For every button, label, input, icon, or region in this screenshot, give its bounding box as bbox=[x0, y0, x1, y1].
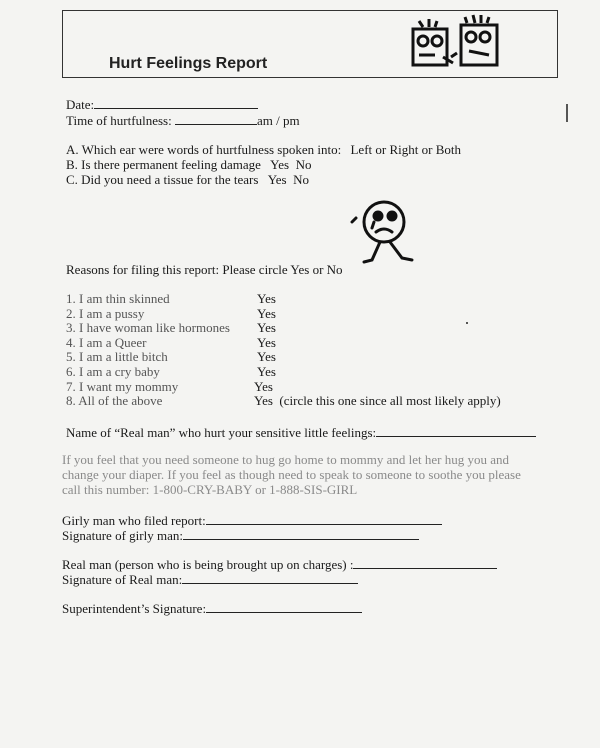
reason-item bbox=[66, 306, 526, 321]
question-options[interactable]: Yes No bbox=[267, 172, 309, 187]
notice-line-2: change your diaper. If you feel as though need to speak to someone to soothe you please bbox=[62, 467, 521, 482]
question-text: A. Which ear were words of hurtfulness spoken into: bbox=[66, 142, 342, 157]
notice-line-3: call this number: 1-800-CRY-BABY or 1-888-SIS-GIRL bbox=[62, 482, 358, 497]
reason-answer[interactable]: Yes bbox=[257, 305, 276, 321]
page-title: Hurt Feelings Report bbox=[109, 55, 268, 72]
reason-answer[interactable]: Yes bbox=[257, 349, 276, 365]
filed-by-label: Girly man who filed report: bbox=[62, 513, 206, 528]
superintendent-line[interactable] bbox=[206, 600, 362, 613]
reason-item bbox=[66, 349, 526, 364]
reason-label: 6. I am a cry baby bbox=[66, 364, 160, 379]
reason-label: 3. I have woman like hormones bbox=[66, 320, 230, 336]
date-field bbox=[66, 96, 258, 112]
girly-signature-label: Signature of girly man: bbox=[62, 528, 183, 543]
title-box bbox=[62, 10, 558, 78]
reason-answer[interactable]: Yes bbox=[257, 364, 276, 379]
date-line[interactable] bbox=[94, 96, 258, 109]
question-a bbox=[66, 142, 461, 157]
reason-item bbox=[66, 379, 526, 394]
real-man-name-label: Name of “Real man” who hurt your sensitive little feelings: bbox=[66, 425, 377, 440]
superintendent-label: Superintendent’s Signature: bbox=[62, 601, 207, 616]
reasons-heading: Reasons for filing this report: Please circle Yes or No bbox=[66, 262, 343, 277]
real-man-label: Real man (person who is being brought up on charges) : bbox=[62, 557, 354, 572]
real-man-line[interactable] bbox=[353, 556, 497, 569]
crying-stick-figure-icon bbox=[350, 196, 430, 276]
girly-signature-field bbox=[62, 527, 419, 543]
real-man-name-line[interactable] bbox=[376, 424, 536, 437]
question-b bbox=[66, 157, 311, 172]
superintendent-field bbox=[62, 600, 362, 616]
am-pm-label: am / pm bbox=[256, 113, 300, 128]
girly-signature-line[interactable] bbox=[183, 527, 419, 540]
date-label: Date: bbox=[66, 97, 95, 112]
reason-label: 8. All of the above bbox=[66, 393, 163, 409]
question-options[interactable]: Yes No bbox=[270, 157, 312, 172]
filed-by-field bbox=[62, 512, 442, 528]
reason-label: 1. I am thin skinned bbox=[66, 291, 170, 306]
real-man-name-field bbox=[66, 424, 536, 440]
question-options[interactable]: Left or Right or Both bbox=[350, 142, 461, 157]
time-label: Time of hurtfulness: bbox=[66, 113, 172, 128]
reason-item bbox=[66, 291, 526, 306]
time-line[interactable] bbox=[175, 112, 257, 125]
real-man-field bbox=[62, 556, 497, 572]
reason-label: 2. I am a pussy bbox=[66, 305, 145, 321]
reason-item bbox=[66, 393, 526, 408]
reason-answer[interactable]: Yes bbox=[257, 320, 276, 336]
reason-item bbox=[66, 364, 526, 379]
scan-speck bbox=[566, 104, 568, 122]
reason-item bbox=[66, 320, 526, 335]
notice-line-1: If you feel that you need someone to hug go home to mommy and let her hug you and bbox=[62, 452, 509, 467]
real-signature-line[interactable] bbox=[182, 571, 358, 584]
question-text: C. Did you need a tissue for the tears bbox=[66, 172, 259, 187]
reason-label: 7. I want my mommy bbox=[66, 378, 179, 394]
reason-label: 4. I am a Queer bbox=[66, 334, 147, 350]
scan-speck bbox=[466, 322, 468, 324]
reason-answer[interactable]: Yes bbox=[254, 378, 273, 394]
question-c bbox=[66, 172, 309, 187]
time-field bbox=[66, 112, 300, 128]
reason-answer[interactable]: Yes bbox=[257, 334, 276, 350]
real-signature-label: Signature of Real man: bbox=[62, 572, 183, 587]
reason-item bbox=[66, 335, 526, 350]
two-cartoon-faces-icon bbox=[409, 13, 505, 75]
filed-by-line[interactable] bbox=[206, 512, 442, 525]
reason-answer[interactable]: Yes (circle this one since all most likely apply) bbox=[254, 393, 501, 409]
reason-answer[interactable]: Yes bbox=[257, 291, 276, 306]
question-text: B. Is there permanent feeling damage bbox=[66, 157, 261, 172]
real-signature-field bbox=[62, 571, 358, 587]
reason-label: 5. I am a little bitch bbox=[66, 349, 168, 365]
